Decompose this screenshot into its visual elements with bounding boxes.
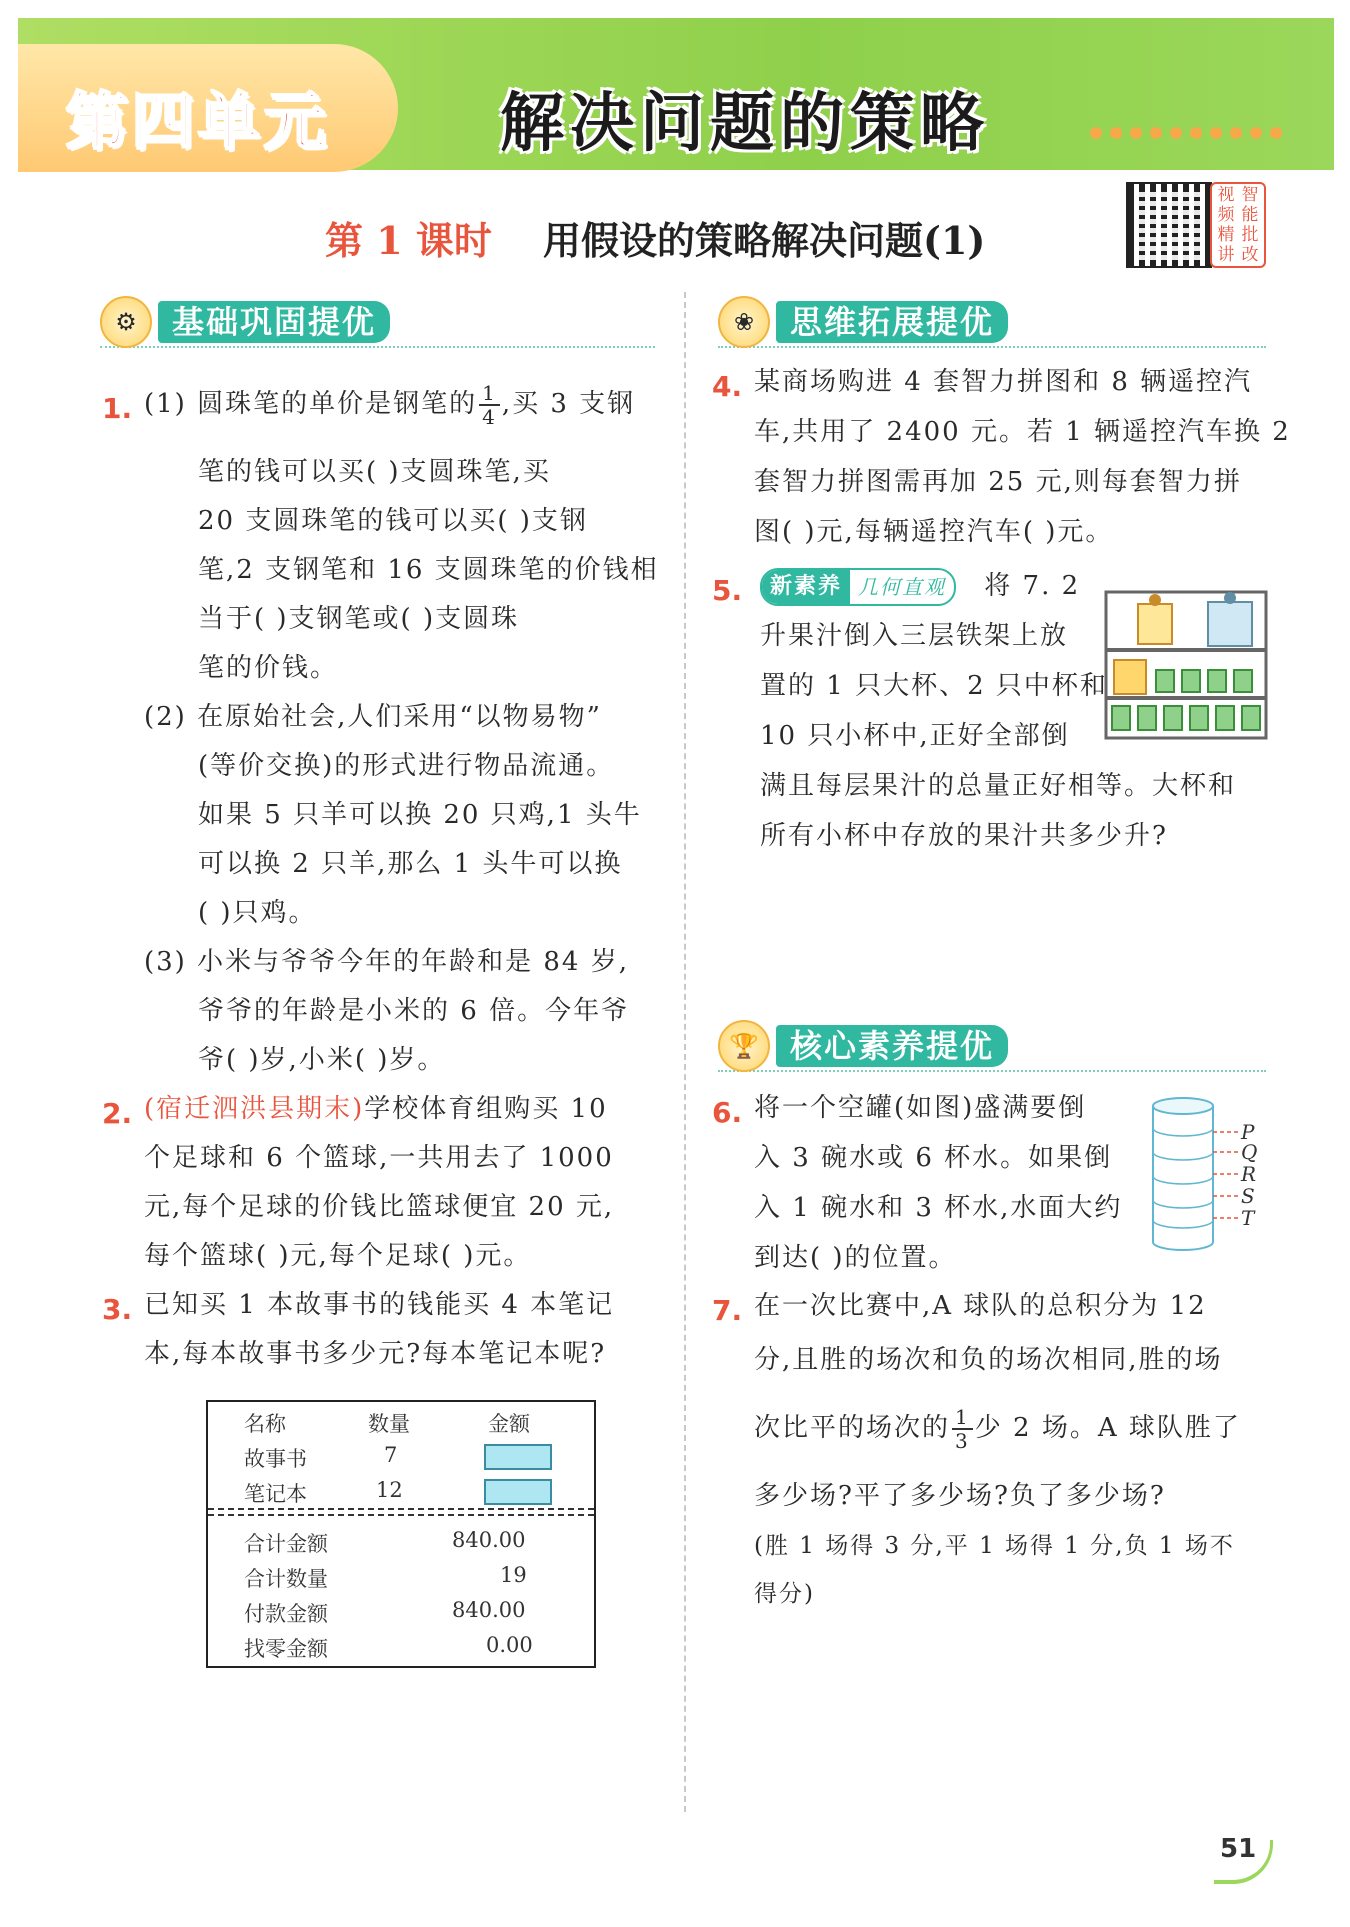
question-number-2: 2.	[102, 1097, 133, 1130]
cup-shelf-illustration	[1104, 590, 1268, 740]
summary-label: 合计金额	[244, 1532, 328, 1556]
table-row-name: 故事书	[244, 1447, 307, 1471]
lesson-title: 用假设的策略解决问题(1)	[543, 218, 986, 263]
unit-title: 第四单元	[66, 85, 331, 158]
table-divider	[208, 1508, 594, 1510]
q1-part2-text: 如果 5 只羊可以换 20 只鸡,1 头牛	[198, 800, 642, 830]
question-number-4: 4.	[712, 370, 743, 403]
q1-part2-text: ( )只鸡。	[198, 898, 317, 928]
jar-illustration	[1150, 1096, 1260, 1252]
gear-icon: ⚙	[100, 296, 152, 348]
q7-text: 分,且胜的场次和负的场次相同,胜的场	[754, 1345, 1223, 1375]
fraction-one-quarter: $\frac{1}{4}$	[479, 382, 500, 428]
q7-note: 得分)	[754, 1581, 815, 1607]
q7-note: (胜 1 场得 3 分,平 1 场得 1 分,负 1 场不	[754, 1533, 1235, 1559]
decorative-dots	[1090, 127, 1282, 139]
literacy-tag: 新素养 几何直观	[760, 568, 956, 606]
summary-label: 找零金额	[244, 1637, 328, 1661]
question-number-3: 3.	[102, 1293, 133, 1326]
q5-text: 置的 1 只大杯、2 只中杯和	[760, 671, 1108, 701]
q2-text: 元,每个足球的价钱比篮球便宜 20 元,	[144, 1192, 615, 1222]
lesson-number: 第 1 课时	[325, 218, 492, 263]
q6-text: 将一个空罐(如图)盛满要倒	[754, 1093, 1087, 1123]
q6-text: 入 1 碗水和 3 杯水,水面大约	[754, 1193, 1123, 1223]
section-basic-heading: ⚙ 基础巩固提优	[100, 298, 655, 348]
unit-subtitle: 解决问题的策略	[500, 87, 990, 161]
jar-mark-t: T	[1241, 1206, 1255, 1230]
q1-part3-text: (3) 小米与爷爷今年的年龄和是 84 岁,	[144, 947, 629, 977]
table-row-qty: 7	[384, 1443, 398, 1467]
section-thinking-heading: ❀ 思维拓展提优	[718, 298, 1266, 348]
question-number-1: 1.	[102, 392, 133, 425]
summary-value: 19	[500, 1563, 527, 1587]
q4-text: 车,共用了 2400 元。若 1 辆遥控汽车换 2	[754, 417, 1291, 447]
summary-label: 合计数量	[244, 1567, 328, 1591]
table-row-name: 笔记本	[244, 1482, 307, 1506]
q7-text: 次比平的场次的 $\frac{1}{3}$ 少 2 场。A 球队胜了	[754, 1405, 1241, 1453]
q3-text: 本,每本故事书多少元?每本笔记本呢?	[144, 1339, 607, 1369]
answer-box[interactable]	[484, 1479, 552, 1505]
table-row-qty: 12	[376, 1478, 403, 1502]
table-header-qty: 数量	[368, 1412, 410, 1436]
q1-text: 笔的价钱。	[198, 653, 339, 683]
q1-text: 当于( )支钢笔或( )支圆珠	[198, 604, 520, 634]
jar-mark-s: S	[1241, 1184, 1255, 1208]
fraction-one-third: $\frac{1}{3}$	[952, 1406, 973, 1452]
question-number-6: 6.	[712, 1096, 743, 1129]
table-divider	[208, 1514, 594, 1516]
table-header-name: 名称	[244, 1412, 286, 1436]
q1-text: (1) 圆珠笔的单价是钢笔的 $\frac{1}{4}$ ,买 3 支钢	[144, 381, 636, 429]
summary-value: 0.00	[486, 1633, 533, 1657]
page-number: 51	[1220, 1834, 1257, 1864]
q4-text: 某商场购进 4 套智力拼图和 8 辆遥控汽	[754, 367, 1253, 397]
q1-part2-text: 可以换 2 只羊,那么 1 头牛可以换	[198, 849, 623, 879]
q4-text: 图( )元,每辆遥控汽车( )元。	[754, 517, 1114, 547]
qr-label: 视 智 频 能 精 批 讲 改	[1210, 182, 1266, 268]
q2-text: (宿迁泗洪县期末)学校体育组购买 10	[144, 1094, 608, 1124]
summary-value: 840.00	[452, 1528, 526, 1552]
summary-label: 付款金额	[244, 1602, 328, 1626]
jar-mark-r: R	[1241, 1162, 1257, 1186]
table-header-amount: 金额	[488, 1412, 530, 1436]
q6-text: 入 3 碗水或 6 杯水。如果倒	[754, 1143, 1113, 1173]
receipt-table	[206, 1400, 596, 1668]
jar-mark-q: Q	[1241, 1140, 1258, 1164]
trophy-icon: 🏆	[718, 1020, 770, 1072]
q7-text: 多少场?平了多少场?负了多少场?	[754, 1481, 1166, 1511]
q1-part3-text: 爷爷的年龄是小米的 6 倍。今年爷	[198, 996, 630, 1026]
q1-part2-text: (2) 在原始社会,人们采用“以物易物”	[144, 702, 602, 732]
question-number-5: 5.	[712, 574, 743, 607]
q2-text: 个足球和 6 个篮球,一共用去了 1000	[144, 1143, 614, 1173]
q2-source: (宿迁泗洪县期末)	[144, 1094, 365, 1124]
question-number-7: 7.	[712, 1294, 743, 1327]
q5-text: 10 只小杯中,正好全部倒	[760, 721, 1070, 751]
answer-box[interactable]	[484, 1444, 552, 1470]
section-core-heading: 🏆 核心素养提优	[718, 1022, 1266, 1072]
jar-mark-p: P	[1241, 1120, 1255, 1144]
q1-text: 20 支圆珠笔的钱可以买( )支钢	[198, 506, 588, 536]
q1-part3-text: 爷( )岁,小米( )岁。	[198, 1045, 446, 1075]
summary-value: 840.00	[452, 1598, 526, 1622]
column-divider	[684, 292, 686, 1812]
q3-text: 已知买 1 本故事书的钱能买 4 本笔记	[144, 1290, 615, 1320]
q1-part2-text: (等价交换)的形式进行物品流通。	[198, 751, 615, 781]
q2-text: 每个篮球( )元,每个足球( )元。	[144, 1241, 532, 1271]
q1-text: 笔的钱可以买( )支圆珠笔,买	[198, 457, 551, 487]
q5-text: 升果汁倒入三层铁架上放	[760, 621, 1069, 651]
q7-text: 在一次比赛中,A 球队的总积分为 12	[754, 1291, 1207, 1321]
plant-icon: ❀	[718, 296, 770, 348]
q6-text: 到达( )的位置。	[754, 1243, 957, 1273]
q4-text: 套智力拼图需再加 25 元,则每套智力拼	[754, 467, 1242, 497]
q5-text: 所有小杯中存放的果汁共多少升?	[760, 821, 1168, 851]
qr-code[interactable]	[1126, 182, 1212, 268]
q5-text: 满且每层果汁的总量正好相等。大杯和	[760, 771, 1237, 801]
q5-text: 新素养 几何直观 将 7. 2	[760, 562, 1080, 611]
q1-text: 笔,2 支钢笔和 16 支圆珠笔的价钱相	[198, 555, 659, 585]
